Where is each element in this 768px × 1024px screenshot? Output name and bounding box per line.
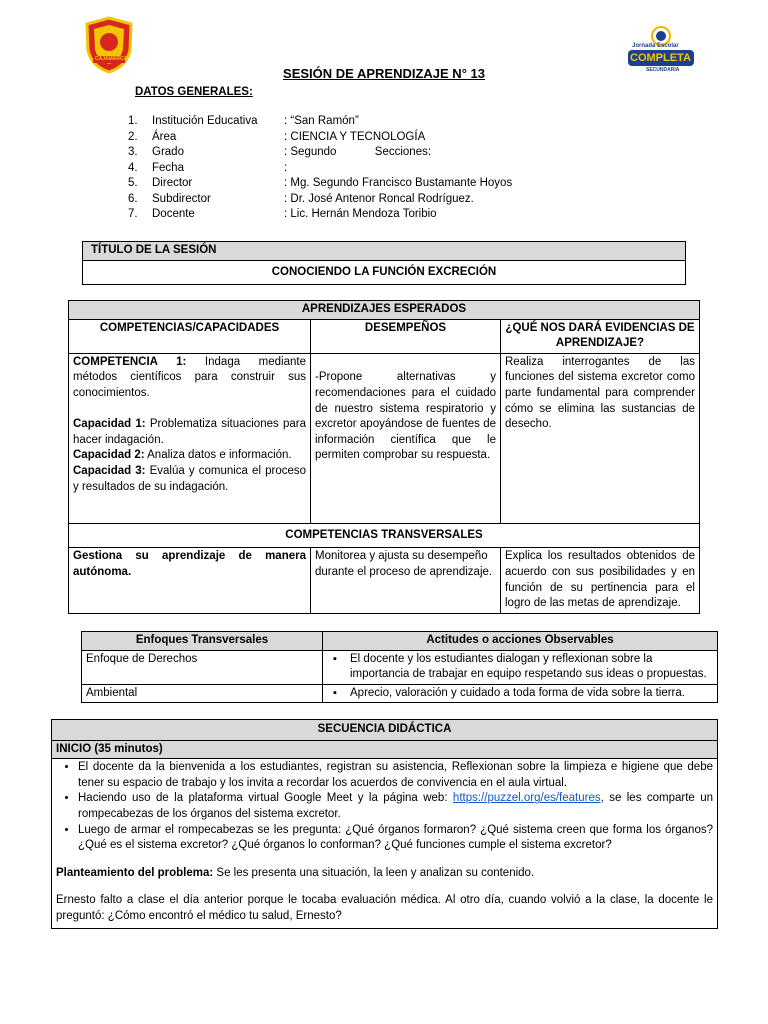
list-item: • El docente da la bienvenida a los estudiantes, registran su asistencia, Reflexionan sobre la limpieza e higiene que debe tener su espacio de trabajo y los invita a recordar los acuerdos de convivencia en el aula virtual. [78,760,713,791]
titulo-sesion-table [82,241,686,285]
col-competencias: COMPETENCIAS/CAPACIDADES [69,319,311,353]
puzzel-link[interactable]: https://puzzel.org/es/features [452,792,601,805]
competencia-cell: COMPETENCIA 1: Indaga mediante métodos científicos para construir sus conocimientos. Capacidad 1: Problematiza situaciones para hacer indagación. Capacidad 2: Analiza datos e información. Capacidad 3: Evalúa y comunica el proceso y resultados de su indagación. [69,353,311,523]
list-item: • Luego de armar el rompecabezas se les pregunta: ¿Qué órganos formaron? ¿Qué sistema creen que forma los órganos? ¿Qué es el sistema excretor? ¿Qué órganos lo conforman? ¿Qué funciones cumple el sistema excretor? [78,823,713,854]
secuencia-heading: SECUENCIA DIDÁCTICA [52,720,718,741]
table-row: Enfoque de Derechos ▪ El docente y los estudiantes dialogan y reflexionan sobre la importancia de trabajar en equipo respetando sus ideas o propuestas. [82,650,718,684]
secuencia-table [51,719,718,929]
col-desempenos: DESEMPEÑOS [311,319,501,353]
titulo-sesion-label: TÍTULO DE LA SESIÓN [83,242,686,261]
aprendizajes-table [68,300,700,614]
trans-evidencia-cell: Explica los resultados obtenidos de acuerdo con sus posibilidades y en función de su pertinencia para el logro de las metas de aprendizaje. [501,548,700,613]
situacion-paragraph: Ernesto falto a clase el día anterior porque le tocaba evaluación médica. Al otro día, cuando volvió a la clase, la docente le preguntó: ¿Cómo encontró el médico tu salud, Ernesto? [56,894,713,922]
desempeno-cell: -Propone alternativas y recomendaciones para el cuidado de nuestro sistema respiratorio y excretor apoyándose de fuentes de información científica que le permiten comprobar su respuesta. [311,353,501,523]
right-logo-line3: SECUNDARIA [646,67,680,73]
trans-competencia-cell: Gestiona su aprendizaje de manera autónoma. [69,548,311,613]
inicio-heading: INICIO (35 minutos) [52,740,718,759]
right-logo-line2: COMPLETA [630,52,691,64]
list-item: ▪ El docente y los estudiantes dialogan y reflexionan sobre la importancia de trabajar en equipo respetando sus ideas o propuestas. [327,652,713,683]
enfoques-table [81,631,718,703]
planteamiento-paragraph: Planteamiento del problema: Se les presenta una situación, la leen y analizan su contenido. [56,866,535,879]
trans-desempeno-cell: Monitorea y ajusta su desempeño durante el proceso de aprendizaje. [311,548,501,613]
aprendizajes-heading: APRENDIZAJES ESPERADOS [69,301,700,320]
competencia-label: COMPETENCIA 1: [73,355,187,368]
secuencia-body [52,759,718,928]
list-item: ▪ Aprecio, valoración y cuidado a toda forma de vida sobre la tierra. [327,686,713,702]
col-evidencias: ¿QUÉ NOS DARÁ EVIDENCIAS DE APRENDIZAJE? [501,319,700,353]
evidencia-cell: Realiza interrogantes de las funciones del sistema excretor como parte fundamental para comprender cómo se elimina las sustancias de desecho. [501,353,700,523]
right-logo-line1: Jornada Escolar [632,43,679,49]
page-title: SESIÓN DE APRENDIZAJE N° 13 [283,66,485,81]
titulo-sesion-value: CONOCIENDO LA FUNCIÓN EXCRECIÓN [83,260,686,285]
competencia-text: Indaga mediante métodos científicos para construir sus conocimientos. [73,355,306,399]
transversales-heading: COMPETENCIAS TRANSVERSALES [69,523,700,548]
col-enfoques: Enfoques Transversales [82,632,323,651]
col-actitudes: Actitudes o acciones Observables [323,632,718,651]
list-item: • Haciendo uso de la plataforma virtual Google Meet y la página web: https://puzzel.org/es/features, se les comparte un rompecabezas de los órganos del sistema excretor. [78,791,713,822]
datos-heading: DATOS GENERALES: [135,86,253,98]
left-logo-text: CAJAMARCA [95,56,128,62]
table-row: Ambiental ▪ Aprecio, valoración y cuidado a toda forma de vida sobre la tierra. [82,684,718,703]
